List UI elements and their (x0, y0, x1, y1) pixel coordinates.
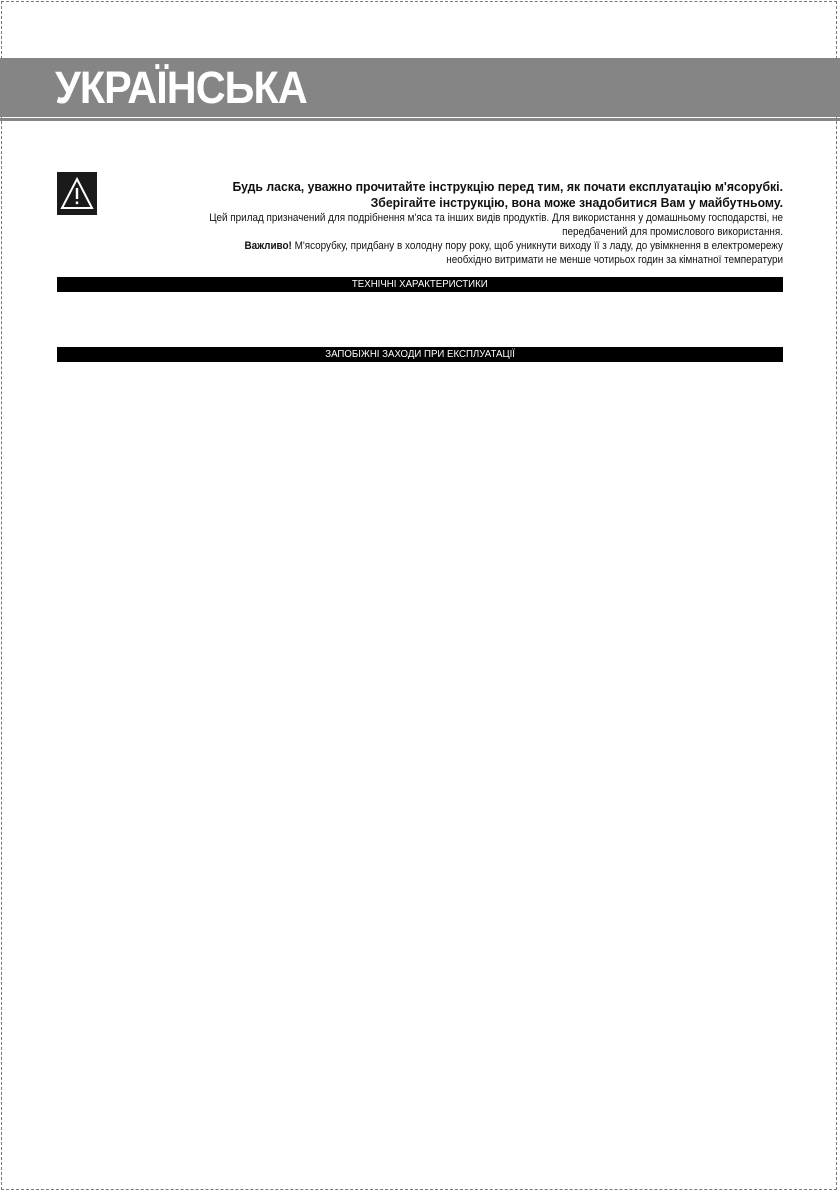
important-line-2: необхідно витримати не менше чотирьох годин за кімнатної температури (446, 254, 783, 266)
intro-text (108, 179, 783, 267)
warning-triangle-icon (57, 172, 97, 215)
important-label: Важливо! (244, 240, 292, 252)
important-text: М'ясорубку, придбану в холодну пору року, щоб уникнути виходу її з ладу, до увімкнення в електромережу (291, 240, 783, 252)
page-title: УКРАЇНСЬКА (55, 62, 307, 113)
section-header-safety (57, 347, 783, 362)
section-header-specs (57, 277, 783, 292)
intro-read-instructions: Будь ласка, уважно прочитайте інструкцію перед тим, як почати експлуатацію м'ясорубкі. (232, 179, 783, 194)
intro-keep-instructions: Зберігайте інструкцію, вона може знадобитися Вам у майбутньому. (370, 195, 783, 210)
purpose-line-2: передбачений для промислового використання. (562, 226, 783, 238)
section-title-specs: ТЕХНІЧНІ ХАРАКТЕРИСТИКИ (352, 278, 488, 290)
title-underline (0, 118, 840, 121)
important-line-1 (176, 239, 784, 253)
section-title-safety: ЗАПОБІЖНІ ЗАХОДИ ПРИ ЕКСПЛУАТАЦІЇ (325, 348, 515, 360)
purpose-line-1: Цей прилад призначений для подрібнення м'яса та інших видів продуктів. Для використання у домашньому господарстві, не (209, 212, 784, 224)
